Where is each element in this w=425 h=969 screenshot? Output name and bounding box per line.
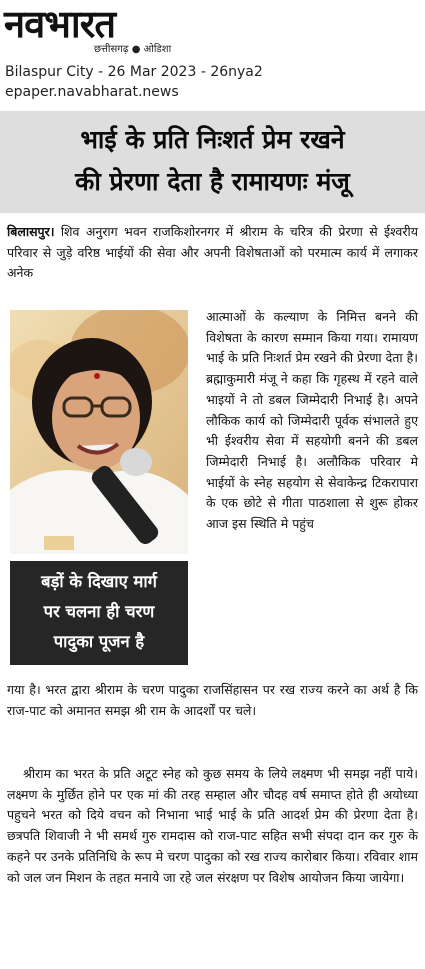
headline-line-2: की प्रेरणा देता है रामायणः मंजू — [75, 167, 350, 196]
dateline: बिलासपुर। — [7, 224, 55, 239]
article-intro — [7, 222, 418, 284]
newspaper-logo — [4, 2, 200, 60]
masthead — [0, 0, 425, 108]
article-paragraph-1-end: गया है। भरत द्वारा श्रीराम के चरण पादुका राजसिंहासन पर रख राज्य करने का अर्थ है कि राज-पाट को अमानत समझ श्री राम के आदर्शों पर चले। — [7, 682, 418, 718]
article-wrapped-text: आत्माओं के कल्याण के निमित्त बनने की विशेषता के कारण सम्मान किया गया। रामायण भाई के प्रति निःशर्त प्रेम रखने की प्रेरणा देता है। ब्रह्माकुमारी मंजू ने कहा कि गृहस्थ में रहने वाले भाइयों ने तो डबल जिम्मेदारी निभाई है। अपने लौकिक कार्य को जिम्मेदारी पूर्वक संभालते हुए भी ईश्वरीय सेवा में सहयोगी बनने की डबल जिम्मेदारी निभाई है। अलौकिक परिवार मे भाईयों के स्नेह सहयोग से सेवाकेन्द्र टिकरापारा के एक छोटे से गीता पाठशाला से शुरू होकर आज इस स्थिति मे पहुंच — [206, 309, 418, 532]
headline-box — [0, 111, 425, 213]
speaker-photo — [10, 310, 188, 554]
pull-quote-line-3: पादुका पूजन है — [53, 632, 145, 651]
pull-quote-line-2: पर चलना ही चरण — [43, 602, 155, 621]
article-paragraph-2: श्रीराम का भरत के प्रति अटूट स्नेह को कुछ समय के लिये लक्ष्मण भी समझ नहीं पाये। लक्ष्मण के मुर्छित होने पर एक मां की तरह सम्हाल और चौदह वर्ष समाप्त होते ही अयोध्या पहुचने भरत को दिये वचन को निभाना भाई भाई के प्रति आदर्श प्रेम की प्रेरणा देता है। छत्रपति शिवाजी ने भी समर्थ गुरु रामदास को राज-पाट सहित सभी संपदा दान कर गुरु के कहने पर उनके प्रतिनिधि के रूप मे चरण पादुका को रख राज्य कारोबार किया। रविवार शाम को जल जन मिशन के तहत मनाये जा रहे जल संरक्षण पर विशेष आयोजन किया जायेगा। — [7, 766, 418, 885]
pull-quote-box — [10, 561, 188, 665]
speaker-photo-illustration — [10, 310, 188, 554]
pull-quote-line-1: बड़ों के दिखाए मार्ग — [41, 572, 157, 591]
edition-line: Bilaspur City - 26 Mar 2023 - 26nya2 — [5, 64, 263, 80]
logo-subtitle: छत्तीसगढ़ ● ओडिशा — [94, 44, 172, 55]
site-line: epaper.navabharat.news — [5, 84, 179, 100]
article-intro-text: शिव अनुराग भवन राजकिशोरनगर में श्रीराम के चरित्र की प्रेरणा से ईश्वरीय परिवार से जुड़े वरिष्ठ भाईयों की सेवा और अपनी विशेषताओं को परमात्म कार्य में लगाकर अनेक — [7, 224, 418, 281]
headline-line-1: भाई के प्रति निःशर्त प्रेम रखने — [80, 125, 345, 154]
logo-text: नवभारत — [4, 2, 115, 46]
